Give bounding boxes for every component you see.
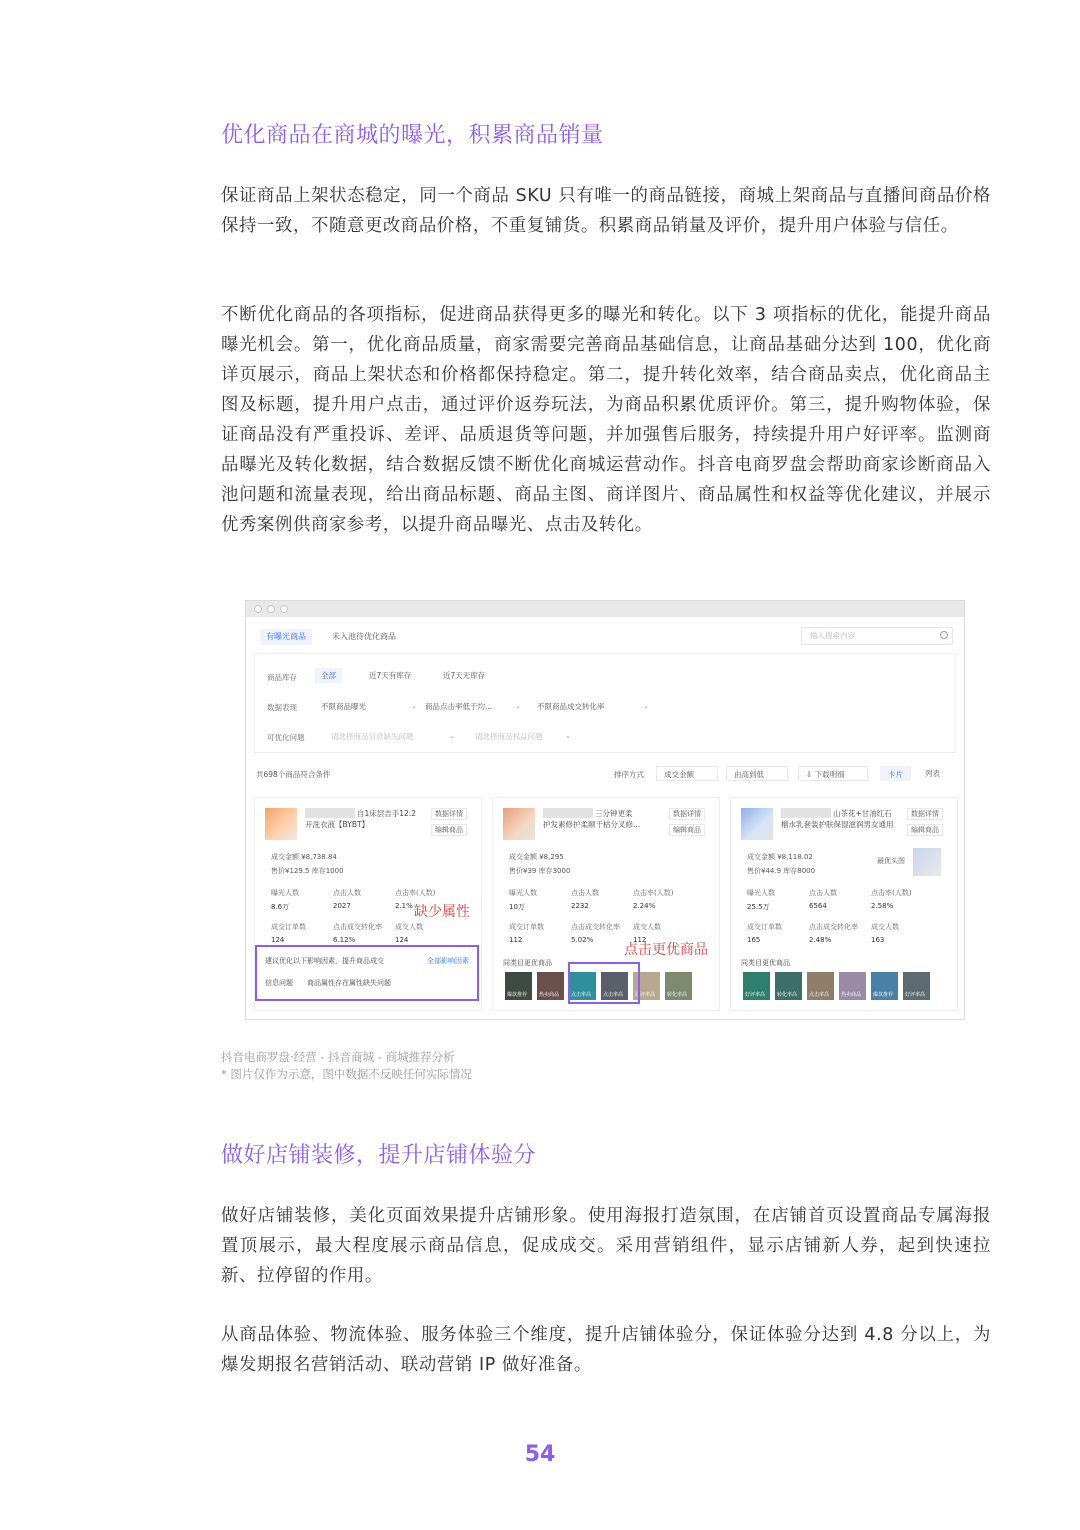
metric-value: 112 [509,936,523,944]
dropdown-rights-issue-value: 请选择商品权益问题 [475,732,543,741]
metric-label: 点击率(人数) [871,889,912,897]
compass-screenshot [245,600,965,1020]
rec-tag: 热卖商品 [841,992,862,998]
rec-tag: 转化率高 [777,992,798,998]
tab-unpooled-products[interactable]: 未入池待优化商品 [332,632,396,641]
edit-product-button[interactable]: 编辑商品 [907,824,943,836]
product-title-line2: 护发素修护柔顺干枯分叉修... [543,820,641,829]
product-title [543,808,663,830]
download-label: 下载明细 [814,770,845,779]
recommended-product-image[interactable] [665,972,692,1000]
metric-value: 2.48% [809,936,832,944]
recommended-product-image[interactable] [903,972,930,1000]
metric-label: 成交订单数 [271,923,306,931]
rec-tag: 爆款推荐 [507,992,528,998]
metric-value: 2232 [571,902,589,910]
chevron-down-icon: ⌄ [643,702,649,710]
annotation-missing-attributes: 缺少属性 [414,904,470,920]
rec-tag: 转化率高 [667,992,688,998]
search-icon [940,631,948,639]
highlight-box-better-products [568,962,640,1004]
result-count: 共698个商品符合条件 [256,770,331,779]
window-dot-icon [280,605,288,613]
section-heading-store-decoration: 做好店铺装修，提升店铺体验分 [221,1143,537,1168]
order-dropdown[interactable]: 由高到低 [726,766,788,781]
download-button[interactable] [798,766,868,781]
section-heading-product-exposure: 优化商品在商城的曝光，积累商品销量 [221,123,604,148]
rec-tag: 爆款推荐 [873,992,894,998]
search-placeholder: 输入搜索内容 [810,631,855,640]
annotation-click-better-products: 点击更优商品 [624,942,708,958]
product-thumbnail [741,808,773,840]
filter-label-issue: 可优化问题 [267,733,305,742]
dropdown-click-rate-value: 商品点击率低于均... [425,702,493,711]
filter-panel [254,653,956,753]
metric-label: 点击成交转化率 [333,923,382,931]
dropdown-info-issue[interactable] [331,729,459,744]
dropdown-info-issue-value: 请选择商品信息缺失问题 [331,732,414,741]
stock-option-7d-in[interactable]: 近7天有库存 [369,671,412,680]
product-card [730,797,958,1011]
product-price-stock: 售价¥44.9 库存8000 [747,867,816,875]
edit-product-button[interactable]: 编辑商品 [669,824,705,836]
better-products-label: 同类目更优商品 [741,959,790,967]
product-title-line1: 三分钟更柔 [595,809,633,818]
all-factors-link[interactable]: 全部影响因素 [427,957,469,965]
metric-label: 成交订单数 [747,923,782,931]
page-number: 54 [524,1442,556,1467]
metric-label: 曝光人数 [509,889,537,897]
metric-value: 124 [271,936,285,944]
issue-label: 信息问题 [265,979,293,987]
metric-label: 点击成交转化率 [571,923,620,931]
dropdown-exposure-value: 不限商品曝光 [321,702,366,711]
product-gmv: 成交金额 ¥8,118.02 [747,853,813,861]
optimization-tips: 建议优化以下影响因素，提升商品成交 [265,957,384,965]
filter-label-stock: 商品库存 [267,673,297,682]
rec-tag: 好评率高 [745,992,766,998]
sort-label: 排序方式 [614,770,644,779]
metric-value: 2027 [333,902,351,910]
sort-dropdown[interactable]: 成交金额 [656,766,718,781]
window-dot-icon [267,605,275,613]
recommended-product-image[interactable] [871,972,898,1000]
dropdown-rights-issue[interactable] [475,729,575,744]
metric-label: 成交人数 [395,923,423,931]
metric-value: 25.5万 [747,903,770,911]
product-gmv: 成交金额 ¥8,295 [509,853,564,861]
best-cover-image [913,848,941,876]
paragraph-store-decoration: 做好店铺装修，美化页面效果提升店铺形象。使用海报打造氛围，在店铺首页设置商品专属海报置顶展示，最大程度展示商品信息，促成成交。采用营销组件，显示店铺新人券，起到快速拉新、拉停留的作用。 [221,1206,991,1286]
metric-value: 112 [633,936,647,944]
metric-value: 6564 [809,902,827,910]
chevron-down-icon: ⌄ [515,702,521,710]
product-title [781,808,901,830]
rec-tag: 点击率高 [603,992,624,998]
chevron-down-icon: ⌄ [411,702,417,710]
data-detail-button[interactable]: 数据详情 [669,808,705,820]
metric-label: 点击人数 [571,889,599,897]
figure-note: * 图片仅作为示意，图中数据不反映任何实际情况 [221,1067,472,1081]
view-list-toggle[interactable]: 列表 [925,769,940,778]
metric-value: 6.12% [333,936,356,944]
stock-option-7d-out[interactable]: 近7天无库存 [443,671,486,680]
search-input[interactable] [801,627,953,645]
metric-value: 10万 [509,903,525,911]
best-cover-tag: 最优头图 [877,857,905,865]
paragraph-experience-score: 从商品体验、物流体验、服务体验三个维度，提升店铺体验分，保证体验分达到 4.8 分以上，为爆发期报名营销活动、联动营销 IP 做好准备。 [221,1325,991,1375]
product-thumbnail [503,808,535,840]
dropdown-conversion[interactable] [537,699,653,714]
product-title-line1: 山茶花+甘油红石 [833,809,892,818]
paragraph-product-status: 保证商品上架状态稳定，同一个商品 SKU 只有唯一的商品链接，商城上架商品与直播间商品价格保持一致，不随意更改商品价格，不重复铺货。积累商品销量及评价，提升用户体验与信任。 [221,186,991,236]
product-title-line2: 榴水乳套装护肤保湿滋润男女通用 [781,820,894,829]
issue-text: 商品属性存在属性缺失问题 [307,979,391,987]
window-dot-icon [254,605,262,613]
metric-value: 163 [871,936,885,944]
rec-tag: 好评率高 [635,992,656,998]
dropdown-conversion-value: 不限商品成交转化率 [537,702,605,711]
data-detail-button[interactable]: 数据详情 [431,808,467,820]
recommended-product-image[interactable] [505,972,532,1000]
dropdown-exposure[interactable] [321,699,421,714]
rec-tag: 热卖商品 [539,992,560,998]
paragraph-product-metrics: 不断优化商品的各项指标，促进商品获得更多的曝光和转化。以下 3 项指标的优化，能提升商品曝光机会。第一，优化商品质量，商家需要完善商品基础信息，让商品基础分达到 100，优化商详页展示，商品上架状态和价格都保持稳定。第二，提升转化效率，结合商品卖点，优化商品主图及标题，提升用户点击，通过评价返券玩法，为商品积累优质评价。第三，提升购物体验，保证商品没有严重投诉、差评、品质退货等问题，并加强售后服务，持续提升用户好评率。监测商品曝光及转化数据，结合数据反馈不断优化商城运营动作。抖音电商罗盘会帮助商家诊断商品入池问题和流量表现，给出商品标题、商品主图、商详图片、商品属性和权益等优化建议，并展示优秀案例供商家参考，以提升商品曝光、点击及转化。 [221,305,991,535]
metric-label: 成交订单数 [509,923,544,931]
rec-tag: 好评率高 [905,992,926,998]
metric-value: 2.58% [871,902,894,910]
metric-label: 曝光人数 [747,889,775,897]
window-titlebar [246,601,964,617]
better-products-label: 同类目更优商品 [503,959,552,967]
metric-label: 点击人数 [333,889,361,897]
product-thumbnail [265,808,297,840]
recommended-product-image[interactable] [537,972,564,1000]
figure-caption: 抖音电商罗盘·经营 - 抖音商城 - 商城推荐分析 [221,1050,455,1064]
metric-value: 8.6万 [271,903,290,911]
tab-exposed-products[interactable]: 有曝光商品 [260,629,312,645]
metric-value: 5.02% [571,936,594,944]
metric-value: 124 [395,936,409,944]
highlight-box-tips [255,945,479,1001]
recommended-product-image[interactable] [807,972,834,1000]
product-gmv: 成交金额 ¥8,738.84 [271,853,337,861]
data-detail-button[interactable]: 数据详情 [907,808,943,820]
metric-label: 点击率(人数) [395,889,436,897]
download-icon: ⇩ [806,770,815,779]
view-card-toggle[interactable]: 卡片 [880,766,911,781]
recommended-product-image[interactable] [743,972,770,1000]
product-price-stock: 售价¥39 库存3000 [509,867,571,875]
dropdown-click-rate[interactable] [425,699,525,714]
product-title-line2: 开洗衣液【BYBT】 [305,820,370,829]
rec-tag: 点击率高 [571,992,592,998]
product-title-line1: 自1床层吉手12.2 [357,809,416,818]
edit-product-button[interactable]: 编辑商品 [431,824,467,836]
metric-label: 成交人数 [633,923,661,931]
metric-value: 2.24% [633,902,656,910]
metric-label: 曝光人数 [271,889,299,897]
stock-option-all[interactable]: 全部 [315,668,342,683]
metric-value: 2.1% [395,902,413,910]
product-price-stock: 售价¥129.5 库存1000 [271,867,344,875]
metric-label: 点击率(人数) [633,889,674,897]
recommended-product-image[interactable] [839,972,866,1000]
product-title [305,808,425,830]
chevron-down-icon: ⌄ [449,732,455,740]
metric-label: 点击成交转化率 [809,923,858,931]
metric-label: 点击人数 [809,889,837,897]
recommended-product-image[interactable] [775,972,802,1000]
filter-label-data: 数据表现 [267,703,297,712]
rec-tag: 点击率高 [809,992,830,998]
metric-value: 165 [747,936,761,944]
metric-label: 成交人数 [871,923,899,931]
chevron-down-icon: ⌄ [565,732,571,740]
